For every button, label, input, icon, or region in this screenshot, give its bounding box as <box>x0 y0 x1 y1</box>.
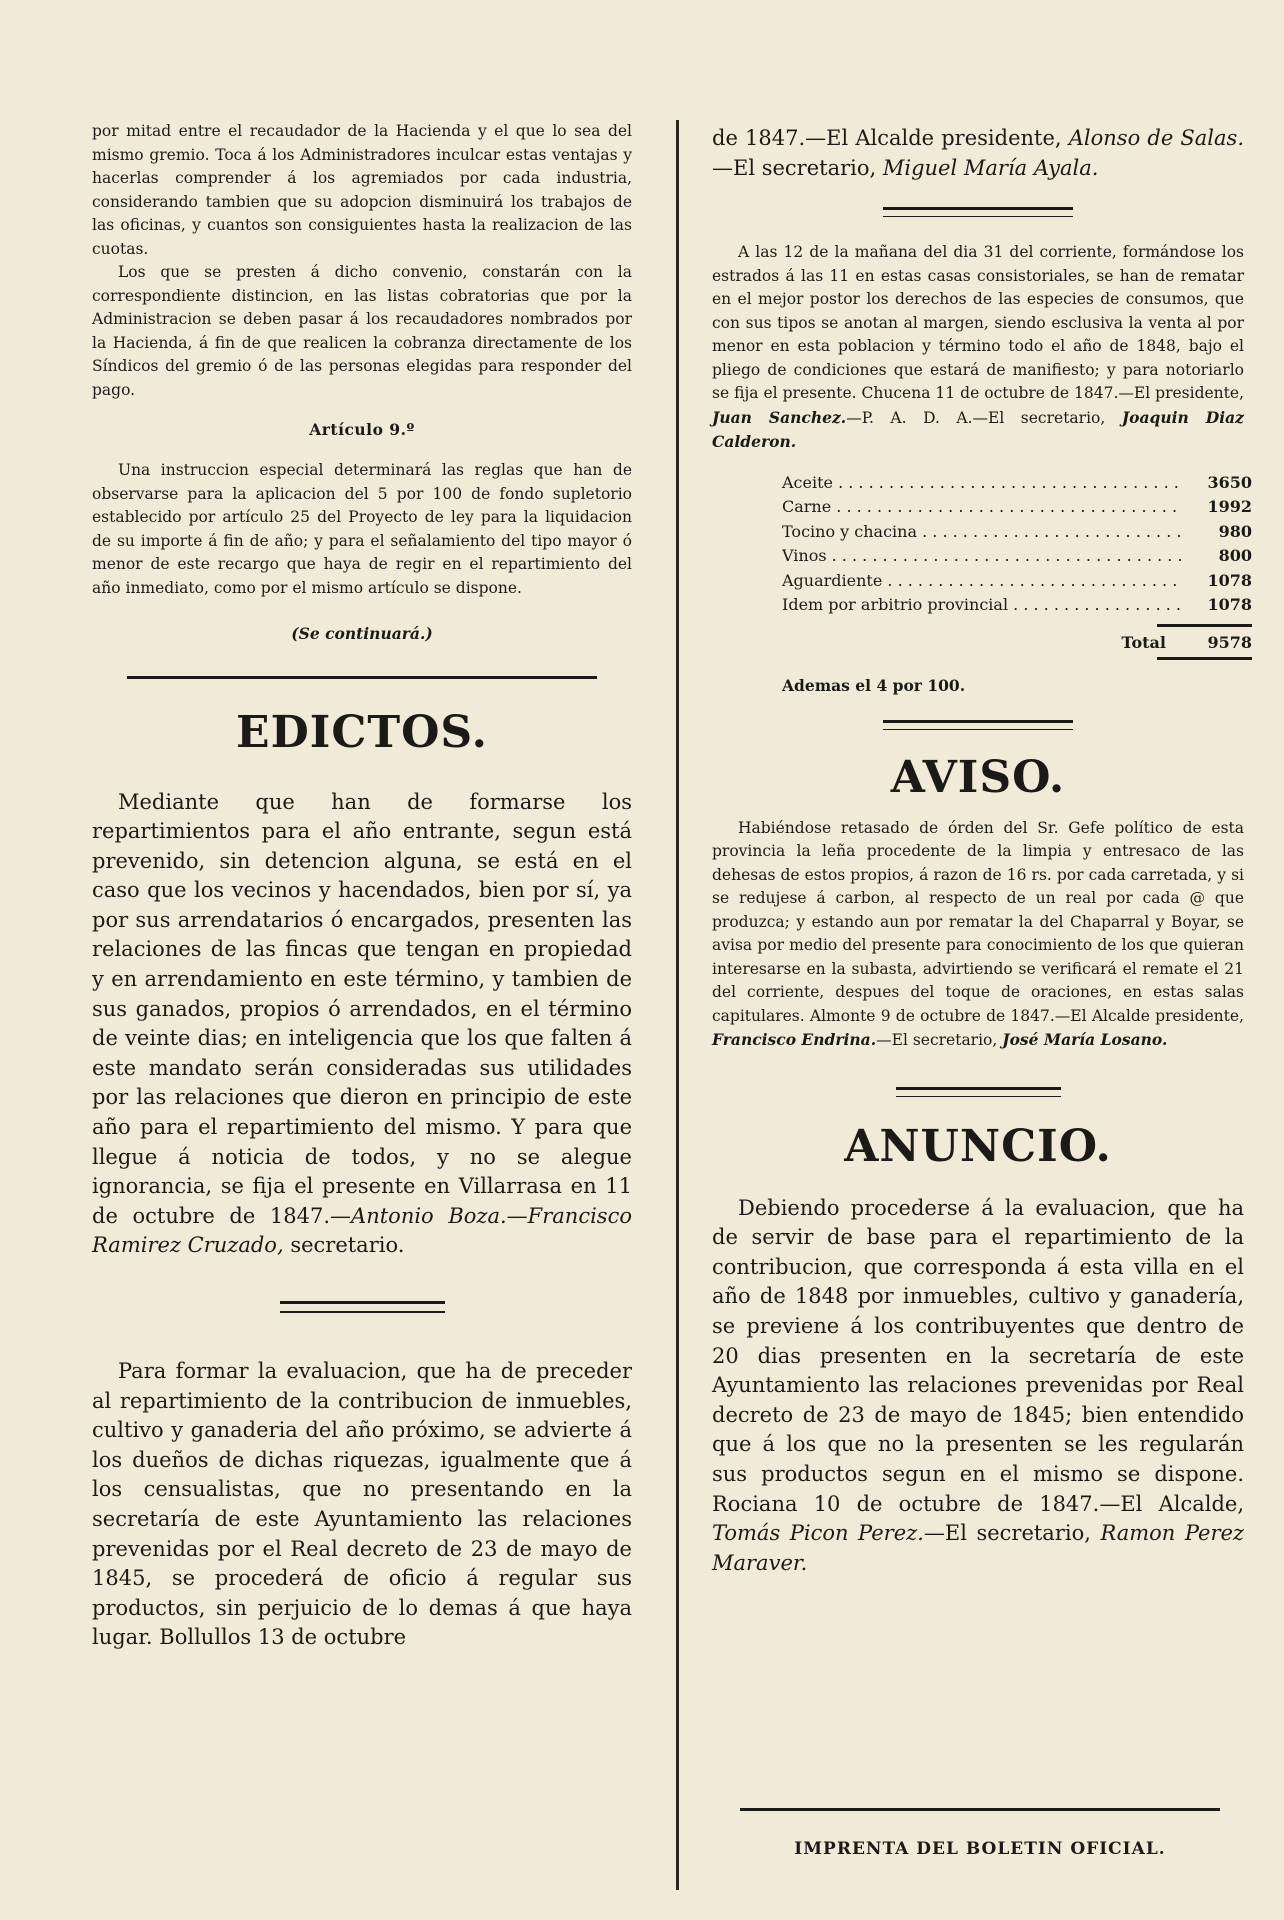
imprenta-line: IMPRENTA DEL BOLETIN OFICIAL. <box>794 1839 1166 1859</box>
ayala-name: Miguel María Ayala. <box>882 155 1099 180</box>
ornament-rule-3 <box>883 720 1073 730</box>
ademas-note: Ademas el 4 por 100. <box>782 676 966 696</box>
edicto-sign-role: secretario. <box>290 1233 405 1258</box>
paragraph-continued: por mitad entre el recaudador de la Hacienda y el que lo sea del mismo gremio. Toca á los Administradores inculcar estas ventajas y hacerlas comprender á los agremiados por cada industria, considerando tambien que su adopcion disminuirá los trabajos de las oficinas, y cuantos son consiguientes hasta la realizacion de las cuotas. <box>92 122 632 258</box>
edictos-title: EDICTOS. <box>236 706 488 758</box>
aviso-almonte <box>712 817 1244 1053</box>
remate-chucena <box>712 241 1244 455</box>
total-rule <box>1157 624 1252 627</box>
row-value: 1992 <box>1207 497 1252 517</box>
right-column <box>712 124 1252 1578</box>
footer <box>740 1808 1220 1859</box>
ornament-rule-4 <box>896 1087 1061 1097</box>
article-heading: Artículo 9.º <box>309 420 415 439</box>
row-value: 1078 <box>1207 570 1252 590</box>
salas-text: de 1847.—El Alcalde presidente, <box>712 126 1062 150</box>
aviso-endrina: Francisco Endrina. <box>712 1030 877 1050</box>
article-text: Una instruccion especial determinará las reglas que han de observarse para la aplicacion del 5 por 100 de fondo supletorio establecido por artículo 25 del Proyecto de ley para la liquidacion de su importe á fin de año; y para el señalamiento del tipo mayor ó menor de este recargo que haya de regir en el repartimiento del año inmediato, como por el mismo artículo se dispone. <box>92 461 632 597</box>
remate-text: A las 12 de la mañana del dia 31 del corriente, formándose los estrados á las 11 en estas casas consistoriales, se han de rematar en el mejor postor los derechos de las especies de consumos, que con sus tipos se anotan al margen, siendo esclusiva la venta al por menor en esta poblacion y término todo el año de 1848, bajo el pliego de condiciones que estará de manifiesto; y para notoriarlo se fija el presente. Chucena 11 de octubre de 1847.—El presidente, <box>712 243 1244 403</box>
row-value: 3650 <box>1207 472 1252 492</box>
table-row <box>782 544 1252 569</box>
edicto-salas-end <box>712 124 1244 183</box>
continuara-note: (Se continuará.) <box>291 624 433 643</box>
table-row <box>782 471 1252 496</box>
edicto-bollullos: Para formar la evaluacion, que ha de preceder al repartimiento de la contribucion de inmuebles, cultivo y ganaderia del año próximo, se advierte á los dueños de dichas riquezas, igualmente que á los censualistas, que no presentando en la secretaría de este Ayuntamiento las relaciones prevenidas por el Real decreto de 23 de mayo de 1845, se procederá de oficio á regular sus productos, sin perjuicio de lo demas á que haya lugar. Bollullos 13 de octubre <box>92 1359 632 1650</box>
aviso-text: Habiéndose retasado de órden del Sr. Gefe político de esta provincia la leña procedente de la limpia y entresaco de las dehesas de estos propios, á razon de 16 rs. por cada carretada, y si se redujese á carbon, al respecto de un real por cada @ que produzca; y estando aun por rematar la del Chaparral y Boyar, se avisa por medio del presente para conocimiento de los que quieran interesarse en la subasta, advirtiendo se verificará el remate el 21 del corriente, despues del toque de oraciones, en estas salas capitulares. Almonte 9 de octubre de 1847.—El Alcalde presidente, <box>712 818 1244 1025</box>
row-label: Aceite . . . <box>782 471 1182 496</box>
table-row <box>782 593 1252 618</box>
total-rule-2 <box>1157 657 1252 660</box>
footer-rule <box>740 1808 1220 1811</box>
anuncio-picon: Tomás Picon Perez. <box>712 1521 924 1546</box>
edicto-villarrasa <box>92 788 632 1262</box>
anuncio-title: ANUNCIO. <box>844 1120 1112 1172</box>
row-value: 800 <box>1218 546 1252 566</box>
aviso-title: AVISO. <box>890 751 1066 803</box>
edicto-sign-boza: Antonio Boza. <box>351 1203 507 1228</box>
ornament-rule <box>280 1301 445 1313</box>
section-rule <box>127 676 597 679</box>
table-row <box>782 495 1252 520</box>
edicto-sign-ramirez: Francisco Ramirez Cruzado, <box>92 1203 632 1258</box>
row-label: Idem por arbitrio provincial . . . <box>782 593 1182 618</box>
row-value: 1078 <box>1207 595 1252 615</box>
anuncio-text-2: —El secretario, <box>923 1521 1091 1546</box>
aviso-text-2: —El secretario, <box>876 1031 998 1050</box>
edicto-separator: — <box>330 1203 352 1228</box>
salas-text-2: —El secretario, <box>712 155 877 180</box>
left-column <box>92 120 632 1653</box>
row-label: Aguardiente . . . <box>782 569 1182 594</box>
anuncio-maraver: Ramon Perez Maraver. <box>712 1521 1244 1575</box>
edicto-separator-2: — <box>506 1203 528 1228</box>
total-row <box>782 631 1252 656</box>
aviso-losano: José María Losano. <box>1002 1030 1168 1050</box>
row-label: Tocino y chacina . . . <box>782 520 1182 545</box>
anuncio-rociana <box>712 1194 1244 1579</box>
consumos-table <box>782 471 1252 661</box>
row-value: 980 <box>1218 521 1252 541</box>
edicto-villarrasa-text: Mediante que han de formarse los repartimientos para el año entrante, segun está prevenido, sin detencion alguna, se está en el caso que los vecinos y hacendados, bien por sí, ya por sus arrendatarios ó encargados, presenten las relaciones de las fincas que tengan en propiedad y en arrendamiento en este término, y tambien de sus ganados, propios ó arrendados, en el término de veinte dias; en inteligencia que los que falten á este mandato serán consideradas sus utilidades por las relaciones que dieron en principio de este año para el repartimiento del mismo. Y para que llegue á noticia de todos, y no se alegue ignorancia, se fija el presente en Villarrasa en 11 de octubre de 1847. <box>92 789 632 1228</box>
remate-sanchez: Juan Sanchez. <box>712 407 847 427</box>
total-value: 9578 <box>1207 632 1252 652</box>
total-label: Total <box>1121 632 1166 652</box>
remate-calderon: Joaquin Diaz Calderon. <box>712 407 1244 452</box>
row-label: Vinos . . . <box>782 544 1182 569</box>
paragraph-convenio: Los que se presten á dicho convenio, constarán con la correspondiente distincion, en las listas cobratorias que por la Administracion se deben pasar á los recaudadores nombrados por la Hacienda, á fin de que realicen la cobranza directamente de los Síndicos del gremio ó de las personas elegidas para responder del pago. <box>92 263 632 399</box>
column-divider <box>676 120 679 1890</box>
remate-text-2: —P. A. D. A.—El secretario, <box>846 408 1106 427</box>
table-row <box>782 520 1252 545</box>
salas-name: Alonso de Salas. <box>1068 126 1244 150</box>
row-label: Carne . . . <box>782 495 1182 520</box>
table-row <box>782 569 1252 594</box>
ornament-rule-2 <box>883 207 1073 217</box>
anuncio-text: Debiendo procederse á la evaluacion, que ha de servir de base para el repartimiento de la contribucion, que corresponda á esta villa en el año de 1848 por inmuebles, cultivo y ganadería, se previene á los contribuyentes que dentro de 20 dias presenten en la secretaría de este Ayuntamiento las relaciones prevenidas por Real decreto de 23 de mayo de 1845; bien entendido que á los que no la presenten se les regularán sus productos segun en el mismo se dispone. Rociana 10 de octubre de 1847.—El Alcalde, <box>712 1195 1244 1516</box>
